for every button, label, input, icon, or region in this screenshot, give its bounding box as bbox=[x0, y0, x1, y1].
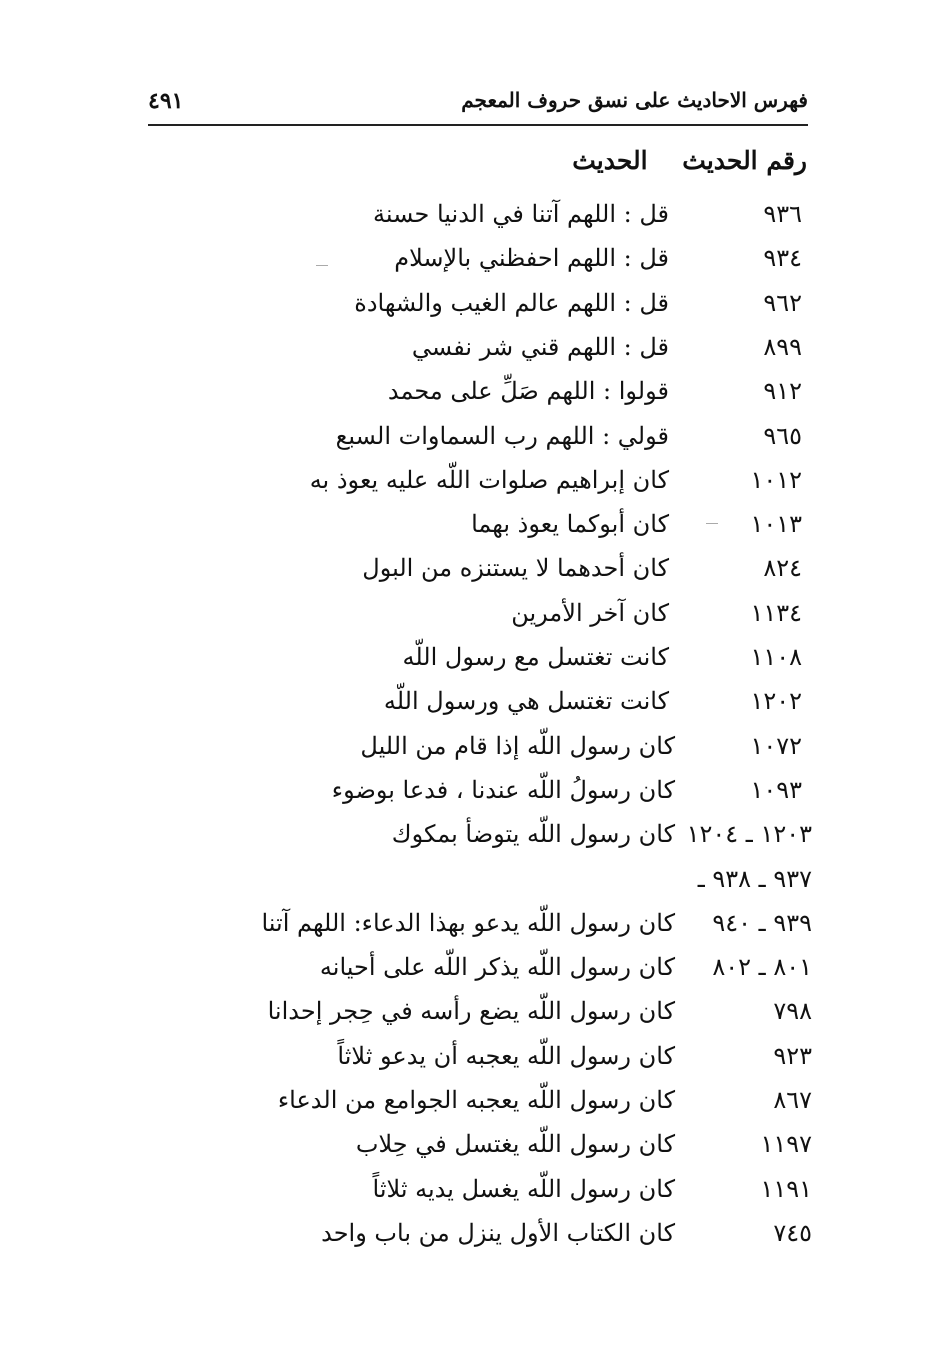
hadith-text: قل : اللهم آتنا في الدنيا حسنة bbox=[372, 200, 669, 228]
list-item bbox=[0, 1124, 927, 1168]
list-item bbox=[0, 859, 927, 903]
list-item bbox=[0, 1036, 927, 1080]
list-item bbox=[0, 238, 927, 282]
hadith-text: كان رسول اللّه يضع رأسه في حِجر إحدانا bbox=[267, 997, 675, 1026]
hadith-number: ٧٩٨ bbox=[773, 997, 812, 1026]
list-item bbox=[0, 504, 927, 548]
hadith-text: كان الكتاب الأول ينزل من باب واحد bbox=[321, 1218, 675, 1247]
hadith-number: ١٢٠٢ bbox=[750, 687, 802, 716]
list-item bbox=[0, 371, 927, 415]
column-header-hadith: الحديث bbox=[572, 146, 648, 175]
list-item bbox=[0, 947, 927, 991]
list-item bbox=[0, 814, 927, 858]
hadith-number: ٩٦٢ bbox=[763, 288, 802, 317]
list-item bbox=[0, 770, 927, 814]
hadith-number: ١٠١٣ bbox=[750, 510, 802, 539]
hadith-text: كان رسول اللّه يغسل يديه ثلاثاً bbox=[372, 1174, 675, 1203]
hadith-text: قولوا : اللهم صَلِّ على محمد bbox=[387, 377, 669, 406]
hadith-text: كانت تغتسل مع رسول اللّه bbox=[402, 643, 669, 671]
hadith-text: كان أبوكما يعوذ بهما bbox=[471, 510, 669, 539]
hadith-text: كان رسول اللّه يعجبه أن يدعو ثلاثاً bbox=[337, 1041, 675, 1070]
list-item bbox=[0, 1080, 927, 1124]
hadith-number: ١٢٠٣ ـ ١٢٠٤ bbox=[686, 820, 812, 849]
hadith-text: كان إبراهيم صلوات اللّه عليه يعوذ به bbox=[309, 465, 669, 494]
hadith-number: ٩٢٣ bbox=[773, 1041, 812, 1070]
list-item bbox=[0, 726, 927, 770]
list-item bbox=[0, 681, 927, 725]
hadith-text: قل : اللهم قني شر نفسي bbox=[411, 332, 669, 361]
hadith-number: ٩٣٩ ـ ٩٤٠ bbox=[712, 908, 812, 937]
column-headers bbox=[546, 146, 807, 175]
hadith-text: كان رسول اللّه يعجبه الجوامع من الدعاء bbox=[277, 1086, 675, 1114]
hadith-number: ١١٣٤ bbox=[750, 598, 802, 627]
hadith-number: ٨٦٧ bbox=[773, 1086, 812, 1114]
hadith-number: ٨٢٤ bbox=[763, 554, 802, 583]
list-item bbox=[0, 416, 927, 460]
hadith-number: ١١٠٨ bbox=[750, 643, 802, 671]
hadith-text: كان آخر الأمرين bbox=[511, 598, 669, 627]
hadith-text: كان رسولُ اللّه عندنا ، فدعا بوضوء bbox=[331, 775, 675, 804]
hadith-number: ٨٠١ ـ ٨٠٢ bbox=[712, 953, 812, 982]
column-header-number: رقم الحديث bbox=[682, 146, 807, 175]
hadith-number: ٩١٢ bbox=[763, 377, 802, 406]
hadith-number: ١٠١٢ bbox=[750, 465, 802, 494]
hadith-text: كان رسول اللّه يغتسل في حِلاب bbox=[355, 1130, 675, 1159]
list-item bbox=[0, 903, 927, 947]
list-item bbox=[0, 283, 927, 327]
hadith-text: كان أحدهما لا يستنزه من البول bbox=[362, 554, 669, 583]
page-header bbox=[148, 78, 808, 126]
hadith-number: ٩٣٧ ـ ٩٣٨ ـ bbox=[697, 864, 812, 893]
hadith-text: كان رسول اللّه يذكر اللّه على أحيانه bbox=[319, 953, 675, 982]
list-item bbox=[0, 593, 927, 637]
hadith-number: ١٠٩٣ bbox=[750, 775, 802, 804]
hadith-number: ١٠٧٢ bbox=[750, 731, 802, 760]
page-number: ٤٩١ bbox=[148, 88, 184, 114]
hadith-text: قولي : اللهم رب السماوات السبع bbox=[335, 421, 669, 450]
hadith-number: ١١٩١ bbox=[760, 1174, 812, 1203]
list-item bbox=[0, 1213, 927, 1257]
hadith-text: قل : اللهم احفظني بالإسلام bbox=[394, 244, 669, 273]
hadith-text: كانت تغتسل هي ورسول اللّه bbox=[383, 687, 669, 716]
hadith-text: كان رسول اللّه يتوضأ بمكوك bbox=[391, 820, 675, 849]
list-item bbox=[0, 194, 927, 238]
list-item bbox=[0, 460, 927, 504]
hadith-number: ٩٣٦ bbox=[763, 200, 802, 228]
hadith-text: كان رسول اللّه إذا قام من الليل bbox=[360, 731, 675, 760]
list-item bbox=[0, 327, 927, 371]
list-item bbox=[0, 1169, 927, 1213]
hadith-text: قل : اللهم عالم الغيب والشهادة bbox=[354, 288, 669, 317]
hadith-number: ٩٣٤ bbox=[763, 244, 802, 273]
list-item bbox=[0, 991, 927, 1035]
hadith-number: ٧٤٥ bbox=[773, 1218, 812, 1247]
list-item bbox=[0, 637, 927, 681]
hadith-number: ١١٩٧ bbox=[760, 1130, 812, 1159]
hadith-number: ٩٦٥ bbox=[763, 421, 802, 450]
hadith-text: كان رسول اللّه يدعو بهذا الدعاء: اللهم آتنا bbox=[261, 908, 675, 937]
hadith-number: ٨٩٩ bbox=[763, 332, 802, 361]
list-item bbox=[0, 548, 927, 592]
header-title: فهرس الاحاديث على نسق حروف المعجم bbox=[461, 88, 808, 112]
